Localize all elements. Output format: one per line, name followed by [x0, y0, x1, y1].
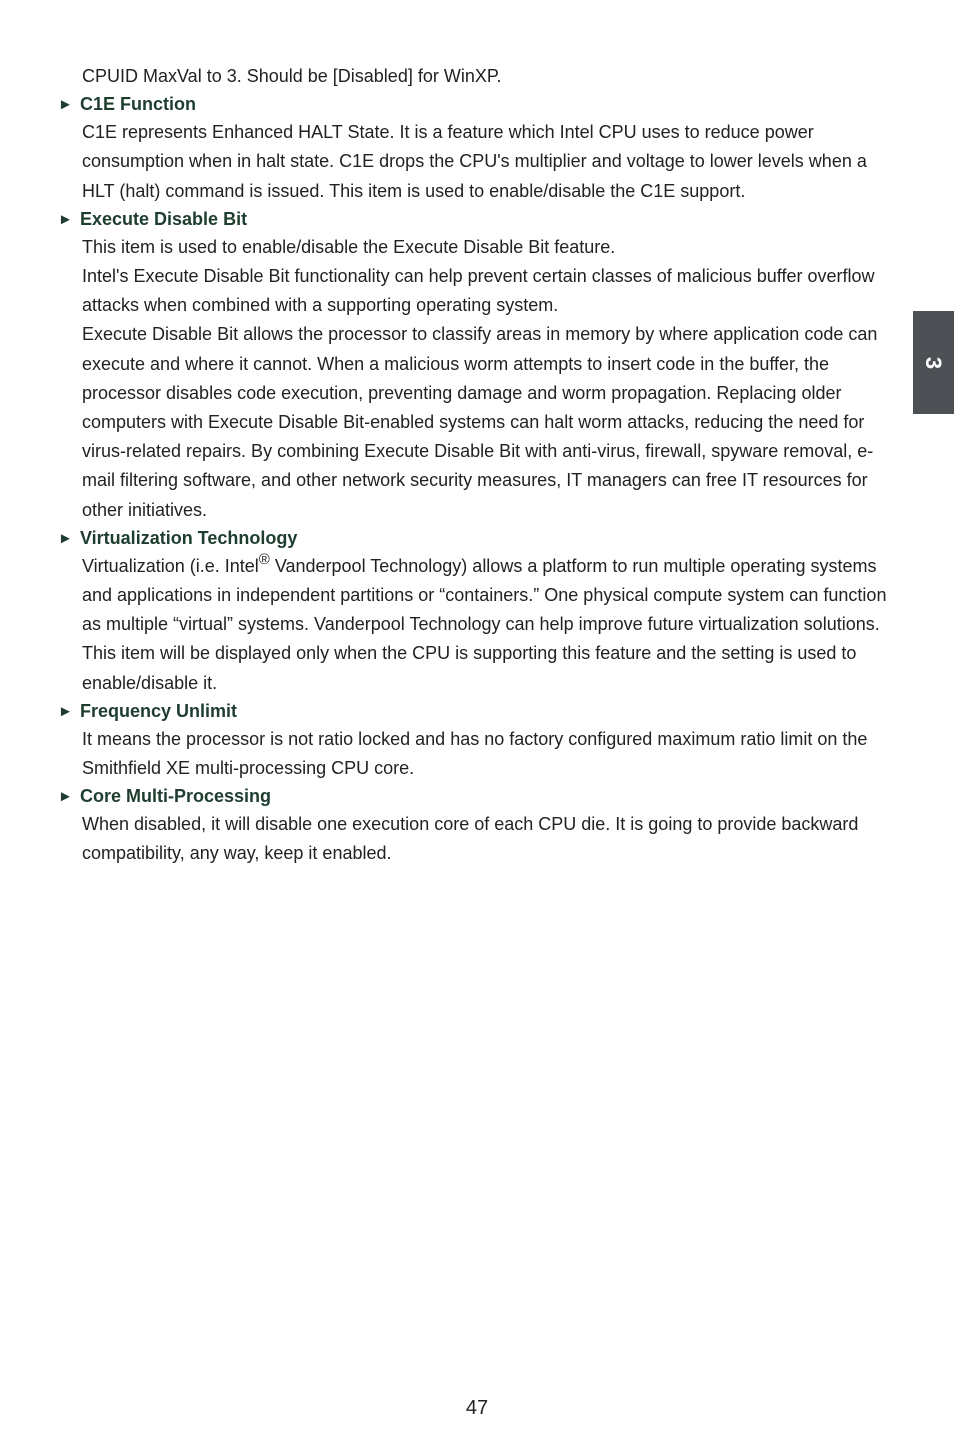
section-paragraph: Execute Disable Bit allows the processor to classify areas in memory by where application code can execute and where it cannot. When a malicious worm attempts to insert code in the buffer, the processor disables code execution, preventing damage and worm propagation. Replacing older computers with Execute Disable Bit-enabled systems can halt worm attacks, reducing the need for virus-related repairs. By combining Execute Disable Bit with anti-virus, firewall, spyware removal, e-mail filtering software, and other network security measures, IT managers can free IT resources for other initiatives. — [82, 324, 878, 520]
section-heading-core-multi-processing — [58, 783, 894, 810]
bullet-arrow-icon: ► — [58, 96, 73, 114]
section-heading-virtualization-technology — [58, 525, 894, 552]
section-paragraph: Intel's Execute Disable Bit functionality can help prevent certain classes of malicious buffer overflow attacks when combined with a supporting operating system. — [82, 266, 875, 316]
section-title: Virtualization Technology — [80, 527, 298, 548]
section-paragraph: This item is used to enable/disable the Execute Disable Bit feature. — [82, 236, 616, 257]
page-number: 47 — [465, 1397, 489, 1419]
section-paragraph: C1E represents Enhanced HALT State. It is a feature which Intel CPU uses to reduce power consumption when in halt state. C1E drops the CPU's multiplier and voltage to lower levels when a HLT (halt) command is issued. This item is used to enable/disable the C1E support. — [82, 122, 867, 201]
section-heading-frequency-unlimit — [58, 698, 894, 725]
virt-text-post: Vanderpool Technology) allows a platform to run multiple operating systems and applications in independent partitions or “containers.” One physical compute system can function as multiple “virtual” systems. Vanderpool Technology can help improve future virtualization solutions. This item will be displayed only when the CPU is supporting this feature and the setting is used to enable/disable it. — [82, 555, 887, 693]
virt-text-pre: Virtualization (i.e. Intel — [82, 555, 259, 576]
bullet-arrow-icon: ► — [58, 529, 73, 547]
page-content — [58, 62, 894, 869]
chapter-tab — [913, 311, 954, 414]
bullet-arrow-icon: ► — [58, 210, 73, 228]
section-title: Core Multi-Processing — [80, 786, 272, 807]
section-paragraph — [82, 552, 894, 698]
chapter-number: 3 — [921, 356, 947, 369]
section-title: C1E Function — [80, 94, 196, 115]
section-paragraph: It means the processor is not ratio locked and has no factory configured maximum ratio limit on the Smithfield XE multi-processing CPU core. — [82, 728, 868, 779]
section-title: Frequency Unlimit — [80, 700, 238, 721]
section-paragraph: When disabled, it will disable one execution core of each CPU die. It is going to provide backward compatibility, any way, keep it enabled. — [82, 814, 859, 864]
section-heading-c1e-function — [58, 91, 894, 118]
registered-mark: ® — [258, 550, 270, 568]
section-title: Execute Disable Bit — [80, 208, 248, 229]
intro-paragraph: CPUID MaxVal to 3. Should be [Disabled] for WinXP. — [82, 66, 502, 86]
section-heading-execute-disable-bit — [58, 206, 894, 233]
bullet-arrow-icon: ► — [58, 702, 73, 720]
bullet-arrow-icon: ► — [58, 788, 73, 806]
